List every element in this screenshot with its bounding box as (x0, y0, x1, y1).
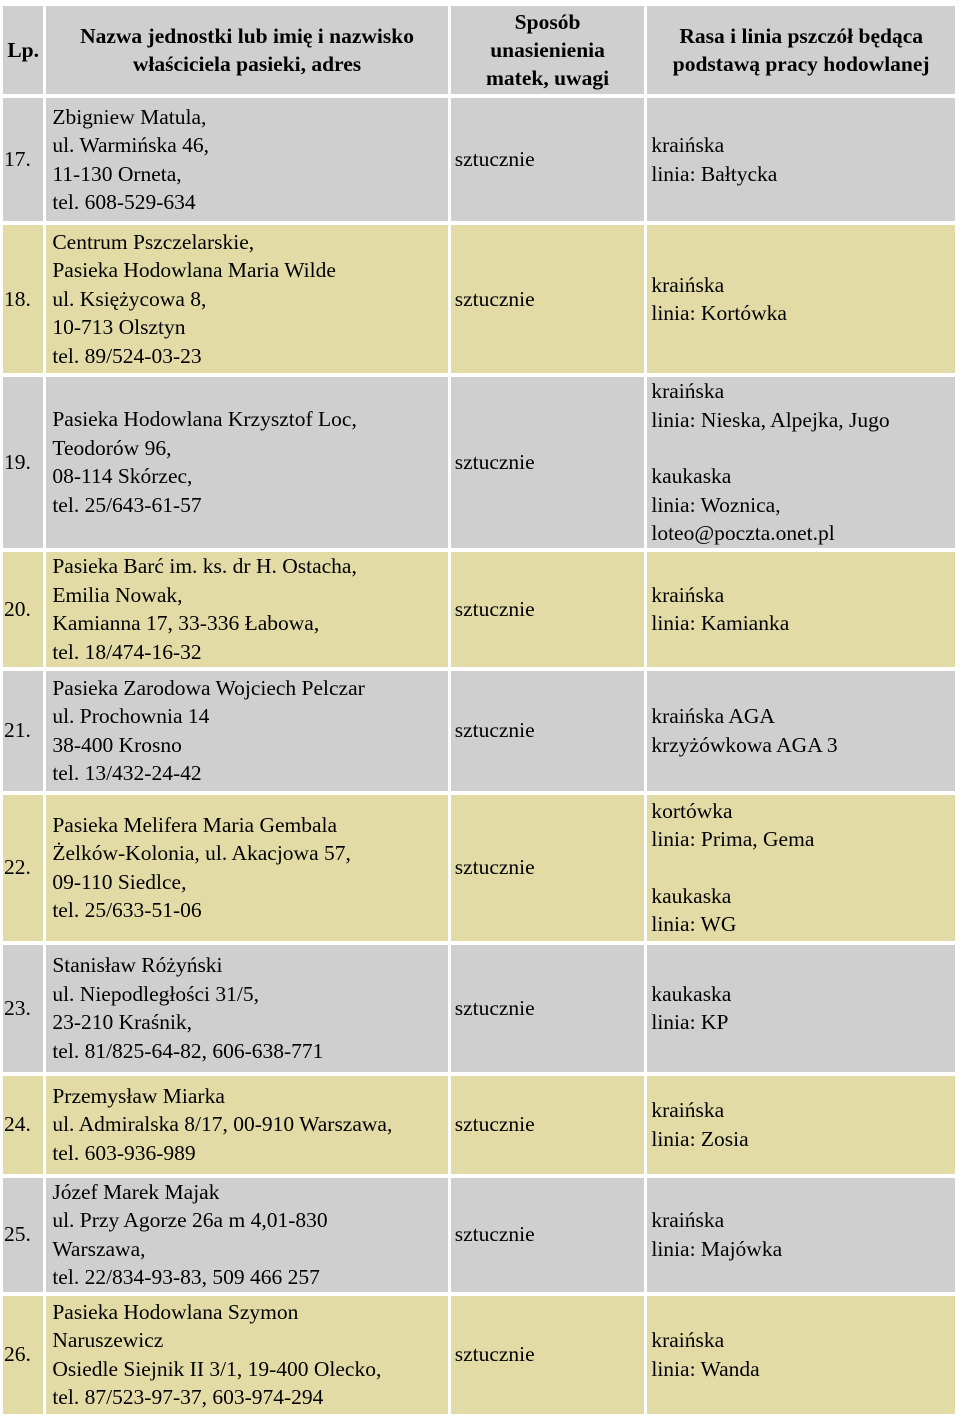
breed-line: linia: Kortówka (651, 301, 787, 325)
owner-line: 10-713 Olsztyn (52, 315, 186, 340)
owner-cell (46, 1296, 447, 1414)
breed-line: linia: Wanda (651, 1356, 760, 1381)
row-number: 21. (3, 671, 43, 791)
breed-line: kraińska (651, 582, 725, 607)
breed-line: kraińska AGA (651, 704, 775, 728)
table-row (3, 552, 955, 667)
owner-cell (46, 1178, 447, 1292)
header-breed (647, 6, 955, 94)
owner-line: ul. Prochownia 14 (52, 704, 210, 728)
breed-gap (651, 854, 951, 882)
breed-cell (647, 98, 955, 221)
breed-cell (647, 671, 955, 791)
header-method (451, 6, 645, 94)
row-number: 24. (3, 1076, 43, 1174)
owner-line: Pasieka Zarodowa Wojciech Pelczar (52, 675, 365, 700)
owner-line: Pasieka Hodowlana Szymon (52, 1299, 299, 1324)
breed-line: linia: Prima, Gema (651, 827, 815, 851)
owner-line: Warszawa, (52, 1236, 146, 1261)
owner-line: Stanisław Różyński (52, 953, 223, 977)
breed-line: linia: Nieska, Alpejka, Jugo (651, 407, 890, 432)
owner-line: 38-400 Krosno (52, 732, 182, 757)
owner-cell (46, 377, 447, 548)
breed-cell (647, 552, 955, 667)
breed-line: kraińska (651, 1208, 725, 1232)
table-row (3, 671, 955, 791)
owner-cell (46, 225, 447, 373)
owner-line: Zbigniew Matula, (52, 104, 207, 129)
table-row (3, 98, 955, 221)
method-cell: sztucznie (451, 225, 645, 373)
breed-line: linia: Woznica, (651, 492, 781, 517)
owner-line: Emilia Nowak, (52, 582, 183, 607)
owner-line: Osiedle Siejnik II 3/1, 19-400 Olecko, (52, 1356, 382, 1381)
breed-line: linia: Kamianka (651, 611, 790, 635)
breed-line: kortówka (651, 798, 733, 823)
row-number: 22. (3, 795, 43, 941)
header-owner (46, 6, 447, 94)
row-number: 19. (3, 377, 43, 548)
owner-cell (46, 671, 447, 791)
table-body (3, 98, 955, 1414)
breed-gap (651, 434, 951, 462)
table-row (3, 225, 955, 373)
table-row (3, 1076, 955, 1174)
breed-line: linia: Zosia (651, 1126, 749, 1151)
header-owner-line: właściciela pasieki, adres (132, 52, 362, 76)
owner-line: Kamianna 17, 33-336 Łabowa, (52, 611, 320, 635)
header-method-line: matek, uwagi (486, 66, 610, 90)
method-cell: sztucznie (451, 671, 645, 791)
header-lp: Lp. (3, 6, 43, 94)
method-cell: sztucznie (451, 1178, 645, 1292)
owner-line: Centrum Pszczelarskie, (52, 229, 255, 254)
row-number: 17. (3, 98, 43, 221)
method-cell: sztucznie (451, 1296, 645, 1414)
owner-line: ul. Przy Agorze 26a m 4,01-830 (52, 1208, 328, 1232)
breed-cell (647, 1178, 955, 1292)
owner-line: 11-130 Orneta, (52, 161, 182, 186)
header-owner-line: Nazwa jednostki lub imię i nazwisko (80, 24, 414, 48)
breed-line: kaukaska (651, 981, 732, 1006)
header-breed-line: Rasa i linia pszczół będąca (679, 24, 924, 48)
header-row (3, 6, 955, 94)
owner-line: 23-210 Kraśnik, (52, 1010, 193, 1034)
owner-cell (46, 795, 447, 941)
breed-line: kraińska (651, 1098, 725, 1122)
breed-cell (647, 945, 955, 1072)
owner-line: tel. 25/633-51-06 (52, 898, 202, 922)
breed-line: linia: Bałtycka (651, 161, 778, 186)
owner-line: Pasieka Hodowlana Maria Wilde (52, 258, 336, 283)
owner-line: Pasieka Hodowlana Krzysztof Loc, (52, 407, 357, 432)
owner-line: Pasieka Melifera Maria Gembala (52, 812, 338, 837)
owner-line: ul. Niepodległości 31/5, (52, 981, 259, 1006)
breed-line: krzyżówkowa AGA 3 (651, 732, 838, 757)
method-cell: sztucznie (451, 98, 645, 221)
row-number: 26. (3, 1296, 43, 1414)
owner-cell (46, 945, 447, 1072)
table-row (3, 1178, 955, 1292)
owner-line: Przemysław Miarka (52, 1083, 225, 1108)
breed-line: kraińska (651, 379, 725, 403)
owner-line: tel. 608-529-634 (52, 190, 196, 214)
table-row (3, 377, 955, 548)
method-cell: sztucznie (451, 1076, 645, 1174)
method-cell: sztucznie (451, 377, 645, 548)
method-cell: sztucznie (451, 795, 645, 941)
owner-line: tel. 18/474-16-32 (52, 639, 202, 664)
owner-cell (46, 1076, 447, 1174)
owner-line: ul. Warmińska 46, (52, 133, 210, 157)
breed-cell (647, 1296, 955, 1414)
owner-line: tel. 22/834-93-83, 509 466 257 (52, 1265, 320, 1289)
breed-line: linia: WG (651, 912, 737, 936)
owner-line: 08-114 Skórzec, (52, 464, 193, 489)
row-number: 20. (3, 552, 43, 667)
method-cell: sztucznie (451, 552, 645, 667)
table-row (3, 945, 955, 1072)
owner-line: Pasieka Barć im. ks. dr H. Ostacha, (52, 554, 357, 578)
owner-line: Naruszewicz (52, 1328, 164, 1352)
breed-line: kraińska (651, 272, 725, 297)
owner-cell (46, 98, 447, 221)
breed-cell (647, 1076, 955, 1174)
header-method-line: Sposób (514, 10, 581, 34)
owner-line: Józef Marek Majak (52, 1179, 220, 1204)
owner-line: 09-110 Siedlce, (52, 869, 187, 894)
apiary-table (0, 2, 958, 1418)
owner-line: tel. 603-936-989 (52, 1140, 196, 1165)
owner-line: tel. 87/523-97-37, 603-974-294 (52, 1385, 324, 1409)
breed-cell (647, 377, 955, 548)
table-row (3, 795, 955, 941)
owner-cell (46, 552, 447, 667)
owner-line: tel. 25/643-61-57 (52, 492, 202, 517)
owner-line: tel. 81/825-64-82, 606-638-771 (52, 1038, 324, 1063)
row-number: 25. (3, 1178, 43, 1292)
method-cell: sztucznie (451, 945, 645, 1072)
breed-line: kaukaska (651, 883, 732, 908)
owner-line: tel. 89/524-03-23 (52, 343, 202, 368)
owner-line: Teodorów 96, (52, 435, 172, 460)
breed-line: kraińska (651, 1328, 725, 1352)
owner-line: ul. Księżycowa 8, (52, 286, 207, 311)
header-method-line: unasienienia (490, 38, 605, 62)
breed-cell (647, 795, 955, 941)
breed-line: kraińska (651, 133, 725, 157)
owner-line: Żelków-Kolonia, ul. Akacjowa 57, (52, 841, 351, 865)
breed-line: linia: KP (651, 1010, 729, 1034)
breed-cell (647, 225, 955, 373)
row-number: 23. (3, 945, 43, 1072)
owner-line: ul. Admiralska 8/17, 00-910 Warszawa, (52, 1112, 393, 1137)
breed-line: linia: Majówka (651, 1236, 783, 1261)
table-row (3, 1296, 955, 1414)
breed-line: loteo@poczta.onet.pl (651, 521, 835, 545)
header-breed-line: podstawą pracy hodowlanej (672, 52, 930, 76)
row-number: 18. (3, 225, 43, 373)
breed-line: kaukaska (651, 464, 732, 488)
owner-line: tel. 13/432-24-42 (52, 761, 202, 785)
